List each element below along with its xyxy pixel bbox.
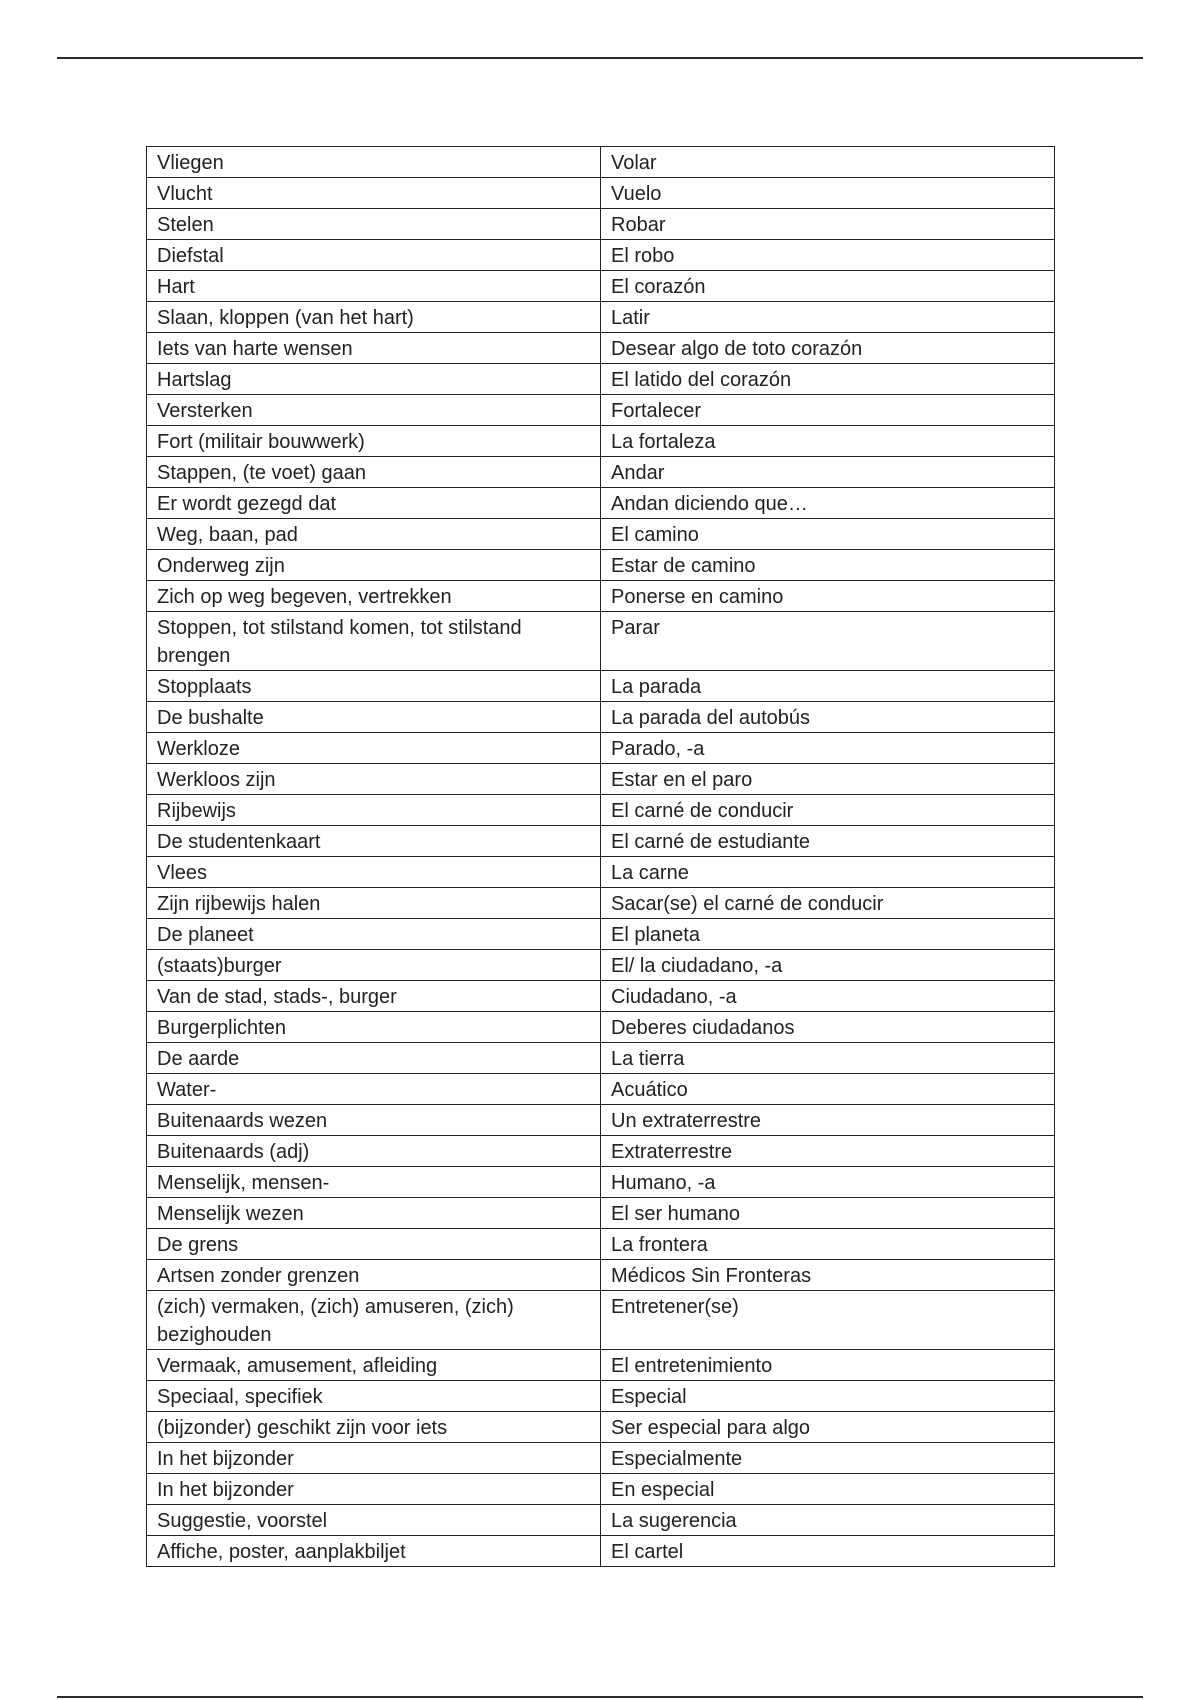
table-row bbox=[147, 1474, 1055, 1505]
dutch-term-cell: De planeet bbox=[147, 919, 601, 950]
table-row bbox=[147, 1536, 1055, 1567]
spanish-term-cell: El/ la ciudadano, -a bbox=[601, 950, 1055, 981]
dutch-term-cell: Stoppen, tot stilstand komen, tot stilstand brengen bbox=[147, 612, 601, 671]
spanish-term-cell: Médicos Sin Fronteras bbox=[601, 1260, 1055, 1291]
dutch-term-cell: (staats)burger bbox=[147, 950, 601, 981]
dutch-term-cell: Er wordt gezegd dat bbox=[147, 488, 601, 519]
footer-rule bbox=[57, 1696, 1143, 1698]
dutch-term-cell: Fort (militair bouwwerk) bbox=[147, 426, 601, 457]
spanish-term-cell: El planeta bbox=[601, 919, 1055, 950]
table-row bbox=[147, 1229, 1055, 1260]
dutch-term-cell: Vliegen bbox=[147, 147, 601, 178]
spanish-term-cell: Extraterrestre bbox=[601, 1136, 1055, 1167]
table-row bbox=[147, 457, 1055, 488]
spanish-term-cell: Humano, -a bbox=[601, 1167, 1055, 1198]
table-row bbox=[147, 364, 1055, 395]
dutch-term-cell: Menselijk, mensen- bbox=[147, 1167, 601, 1198]
spanish-term-cell: Desear algo de toto corazón bbox=[601, 333, 1055, 364]
table-row bbox=[147, 1260, 1055, 1291]
table-row bbox=[147, 240, 1055, 271]
spanish-term-cell: La sugerencia bbox=[601, 1505, 1055, 1536]
vocabulary-table-body bbox=[147, 147, 1055, 1567]
spanish-term-cell: Latir bbox=[601, 302, 1055, 333]
table-row bbox=[147, 209, 1055, 240]
table-row bbox=[147, 488, 1055, 519]
dutch-term-cell: Hart bbox=[147, 271, 601, 302]
spanish-term-cell: Un extraterrestre bbox=[601, 1105, 1055, 1136]
dutch-term-cell: Artsen zonder grenzen bbox=[147, 1260, 601, 1291]
dutch-term-cell: Iets van harte wensen bbox=[147, 333, 601, 364]
spanish-term-cell: Fortalecer bbox=[601, 395, 1055, 426]
dutch-term-cell: Suggestie, voorstel bbox=[147, 1505, 601, 1536]
spanish-term-cell: La parada del autobús bbox=[601, 702, 1055, 733]
spanish-term-cell: Robar bbox=[601, 209, 1055, 240]
dutch-term-cell: Van de stad, stads-, burger bbox=[147, 981, 601, 1012]
spanish-term-cell: Estar en el paro bbox=[601, 764, 1055, 795]
dutch-term-cell: Vlees bbox=[147, 857, 601, 888]
dutch-term-cell: Stelen bbox=[147, 209, 601, 240]
table-row bbox=[147, 1136, 1055, 1167]
table-row bbox=[147, 671, 1055, 702]
table-row bbox=[147, 395, 1055, 426]
table-row bbox=[147, 1105, 1055, 1136]
spanish-term-cell: Estar de camino bbox=[601, 550, 1055, 581]
table-row bbox=[147, 519, 1055, 550]
spanish-term-cell: La fortaleza bbox=[601, 426, 1055, 457]
dutch-term-cell: Werkloos zijn bbox=[147, 764, 601, 795]
dutch-term-cell: Burgerplichten bbox=[147, 1012, 601, 1043]
spanish-term-cell: Volar bbox=[601, 147, 1055, 178]
spanish-term-cell: Vuelo bbox=[601, 178, 1055, 209]
table-row bbox=[147, 1350, 1055, 1381]
spanish-term-cell: Sacar(se) el carné de conducir bbox=[601, 888, 1055, 919]
dutch-term-cell: Speciaal, specifiek bbox=[147, 1381, 601, 1412]
table-row bbox=[147, 981, 1055, 1012]
table-row bbox=[147, 857, 1055, 888]
spanish-term-cell: Ciudadano, -a bbox=[601, 981, 1055, 1012]
table-row bbox=[147, 1505, 1055, 1536]
spanish-term-cell: Andan diciendo que… bbox=[601, 488, 1055, 519]
dutch-term-cell: De aarde bbox=[147, 1043, 601, 1074]
spanish-term-cell: Andar bbox=[601, 457, 1055, 488]
dutch-term-cell: Water- bbox=[147, 1074, 601, 1105]
spanish-term-cell: El latido del corazón bbox=[601, 364, 1055, 395]
dutch-term-cell: Zijn rijbewijs halen bbox=[147, 888, 601, 919]
table-row bbox=[147, 1291, 1055, 1350]
spanish-term-cell: El camino bbox=[601, 519, 1055, 550]
vocabulary-table bbox=[146, 146, 1055, 1567]
spanish-term-cell: El cartel bbox=[601, 1536, 1055, 1567]
table-row bbox=[147, 550, 1055, 581]
dutch-term-cell: De bushalte bbox=[147, 702, 601, 733]
table-row bbox=[147, 702, 1055, 733]
dutch-term-cell: Diefstal bbox=[147, 240, 601, 271]
table-row bbox=[147, 1074, 1055, 1105]
spanish-term-cell: La tierra bbox=[601, 1043, 1055, 1074]
table-row bbox=[147, 950, 1055, 981]
dutch-term-cell: Versterken bbox=[147, 395, 601, 426]
dutch-term-cell: Vermaak, amusement, afleiding bbox=[147, 1350, 601, 1381]
spanish-term-cell: El carné de estudiante bbox=[601, 826, 1055, 857]
table-row bbox=[147, 1012, 1055, 1043]
table-row bbox=[147, 1412, 1055, 1443]
table-row bbox=[147, 271, 1055, 302]
spanish-term-cell: La frontera bbox=[601, 1229, 1055, 1260]
table-row bbox=[147, 1198, 1055, 1229]
dutch-term-cell: (zich) vermaken, (zich) amuseren, (zich) bezighouden bbox=[147, 1291, 601, 1350]
spanish-term-cell: Ponerse en camino bbox=[601, 581, 1055, 612]
table-row bbox=[147, 302, 1055, 333]
table-row bbox=[147, 178, 1055, 209]
spanish-term-cell: El carné de conducir bbox=[601, 795, 1055, 826]
spanish-term-cell: Parar bbox=[601, 612, 1055, 671]
dutch-term-cell: Weg, baan, pad bbox=[147, 519, 601, 550]
dutch-term-cell: Onderweg zijn bbox=[147, 550, 601, 581]
table-row bbox=[147, 1443, 1055, 1474]
spanish-term-cell: En especial bbox=[601, 1474, 1055, 1505]
spanish-term-cell: Acuático bbox=[601, 1074, 1055, 1105]
table-row bbox=[147, 919, 1055, 950]
table-row bbox=[147, 333, 1055, 364]
dutch-term-cell: Stopplaats bbox=[147, 671, 601, 702]
dutch-term-cell: Stappen, (te voet) gaan bbox=[147, 457, 601, 488]
table-row bbox=[147, 426, 1055, 457]
spanish-term-cell: Especial bbox=[601, 1381, 1055, 1412]
table-row bbox=[147, 1043, 1055, 1074]
dutch-term-cell: In het bijzonder bbox=[147, 1474, 601, 1505]
table-row bbox=[147, 764, 1055, 795]
spanish-term-cell: El corazón bbox=[601, 271, 1055, 302]
table-row bbox=[147, 581, 1055, 612]
spanish-term-cell: El ser humano bbox=[601, 1198, 1055, 1229]
spanish-term-cell: La carne bbox=[601, 857, 1055, 888]
table-row bbox=[147, 147, 1055, 178]
spanish-term-cell: El robo bbox=[601, 240, 1055, 271]
spanish-term-cell: Ser especial para algo bbox=[601, 1412, 1055, 1443]
dutch-term-cell: Werkloze bbox=[147, 733, 601, 764]
table-row bbox=[147, 733, 1055, 764]
spanish-term-cell: Deberes ciudadanos bbox=[601, 1012, 1055, 1043]
dutch-term-cell: Buitenaards (adj) bbox=[147, 1136, 601, 1167]
spanish-term-cell: Entretener(se) bbox=[601, 1291, 1055, 1350]
table-row bbox=[147, 888, 1055, 919]
dutch-term-cell: Zich op weg begeven, vertrekken bbox=[147, 581, 601, 612]
dutch-term-cell: Rijbewijs bbox=[147, 795, 601, 826]
spanish-term-cell: Especialmente bbox=[601, 1443, 1055, 1474]
table-row bbox=[147, 1381, 1055, 1412]
dutch-term-cell: De studentenkaart bbox=[147, 826, 601, 857]
dutch-term-cell: Affiche, poster, aanplakbiljet bbox=[147, 1536, 601, 1567]
table-row bbox=[147, 826, 1055, 857]
dutch-term-cell: Hartslag bbox=[147, 364, 601, 395]
header-rule bbox=[57, 57, 1143, 59]
dutch-term-cell: Menselijk wezen bbox=[147, 1198, 601, 1229]
dutch-term-cell: (bijzonder) geschikt zijn voor iets bbox=[147, 1412, 601, 1443]
table-row bbox=[147, 612, 1055, 671]
dutch-term-cell: De grens bbox=[147, 1229, 601, 1260]
spanish-term-cell: La parada bbox=[601, 671, 1055, 702]
table-row bbox=[147, 1167, 1055, 1198]
dutch-term-cell: In het bijzonder bbox=[147, 1443, 601, 1474]
dutch-term-cell: Vlucht bbox=[147, 178, 601, 209]
spanish-term-cell: Parado, -a bbox=[601, 733, 1055, 764]
dutch-term-cell: Slaan, kloppen (van het hart) bbox=[147, 302, 601, 333]
dutch-term-cell: Buitenaards wezen bbox=[147, 1105, 601, 1136]
table-row bbox=[147, 795, 1055, 826]
spanish-term-cell: El entretenimiento bbox=[601, 1350, 1055, 1381]
